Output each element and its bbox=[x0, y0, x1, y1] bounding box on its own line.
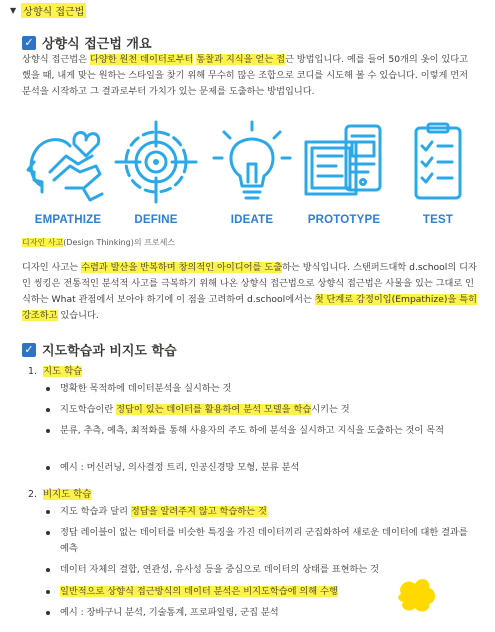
text-run: 정답 레이블이 없는 데이터를 비슷한 특징을 가진 데이터끼리 군집화하여 새로운 데이터에 대한 결과를 예측 bbox=[60, 527, 468, 554]
diagram-caption bbox=[22, 237, 175, 248]
caption-highlight: 디자인 사고 bbox=[22, 238, 64, 247]
bullet-text bbox=[60, 402, 470, 418]
checkbox-icon[interactable]: ✓ bbox=[22, 36, 36, 50]
stage-label: DEFINE bbox=[134, 214, 178, 226]
text-run: 분류, 추측, 예측, 최적화를 통해 사용자의 주도 하에 분석을 실시하고 지식을 도출하는 것이 목적 bbox=[60, 425, 444, 436]
overview-paragraph bbox=[22, 52, 478, 100]
bullet-dot-icon bbox=[46, 590, 50, 594]
lightbulb-icon bbox=[204, 116, 300, 212]
text-run: 디자인 사고는 bbox=[22, 262, 82, 273]
bullet-dot-icon bbox=[46, 510, 50, 514]
text-run: 하는 방식입니다. 스탠퍼드대학 d.school의 디자인 씽킹은 전통적인 분석적 사고를 극복하기 위해 나온 상향식 접근법으로 상향식 접근법은 사물을 있는 그대로 인식하는 What 관점에서 보아야 하기에 이 점을 고려하여 d.school에서는 bbox=[22, 262, 477, 305]
bullet-item bbox=[46, 504, 470, 520]
highlighted-text: 다양한 원천 데이터로부터 bbox=[89, 54, 194, 65]
text-run: 있습니다. bbox=[57, 310, 99, 321]
bullet-text bbox=[60, 504, 470, 520]
item-label: 지도 학습 bbox=[42, 366, 83, 377]
item-number: 2. bbox=[28, 489, 37, 500]
bullet-dot-icon bbox=[46, 466, 50, 470]
blueprint-icon bbox=[296, 116, 392, 212]
text-run: 예시 : 장바구니 분석, 기술통계, 프로파일링, 군집 분석 bbox=[60, 607, 279, 618]
text-run: 예시 : 머신러닝, 의사결정 트리, 인공신경망 모형, 분류 분석 bbox=[60, 462, 300, 473]
bullet-dot-icon bbox=[46, 408, 50, 412]
yellow-splash-decoration bbox=[395, 574, 439, 616]
section-title: 상향식 접근법 개요 bbox=[42, 37, 152, 52]
caption-rest: (Design Thinking)의 프로세스 bbox=[63, 238, 176, 247]
text-run: 시키는 것 bbox=[311, 404, 350, 415]
stage-prototype bbox=[296, 116, 392, 234]
bullet-item bbox=[46, 423, 470, 439]
bullet-dot-icon bbox=[46, 429, 50, 433]
item-number: 1. bbox=[28, 366, 37, 377]
numbered-item-unsupervised bbox=[28, 486, 91, 500]
numbered-item-supervised bbox=[28, 363, 82, 377]
section-heading-learning bbox=[22, 340, 177, 359]
stage-define bbox=[108, 116, 204, 234]
stage-ideate bbox=[204, 116, 300, 234]
bullet-text bbox=[60, 423, 470, 439]
stage-empathize bbox=[20, 116, 116, 234]
bullet-item bbox=[46, 460, 470, 476]
design-thinking-paragraph bbox=[22, 260, 478, 324]
stage-label: EMPATHIZE bbox=[34, 214, 102, 226]
stage-label: TEST bbox=[422, 214, 454, 226]
text-run: 지도 학습과 달리 bbox=[60, 506, 131, 517]
bullet-item bbox=[46, 402, 470, 418]
highlighted-text: 수렴과 발산을 반복하며 창의적인 아이디어를 도출 bbox=[81, 262, 283, 273]
toggle-label: 상향식 접근법 bbox=[21, 3, 86, 18]
bullet-dot-icon bbox=[46, 611, 50, 615]
item-label: 비지도 학습 bbox=[42, 489, 92, 500]
design-thinking-diagram bbox=[20, 116, 468, 234]
stage-test bbox=[390, 116, 486, 234]
section-title: 지도학습과 비지도 학습 bbox=[42, 344, 177, 359]
text-run: 지도학습이란 bbox=[60, 404, 117, 415]
bullet-item bbox=[46, 381, 470, 397]
text-run: 명확한 목적하에 데이터분석을 실시하는 것 bbox=[60, 383, 232, 394]
bullet-dot-icon bbox=[46, 531, 50, 535]
toggle-triangle-icon[interactable]: ▼ bbox=[10, 5, 17, 15]
bullet-text bbox=[60, 381, 470, 397]
bullet-text bbox=[60, 460, 470, 476]
highlighted-text: 첫 단계로 감정이입(Empathize)을 특히 강조하고 bbox=[22, 294, 477, 321]
highlighted-text: 정답을 알려주지 않고 학습하는 것 bbox=[130, 506, 267, 517]
section-heading-overview bbox=[22, 33, 152, 52]
highlighted-text: 통찰과 지식을 얻는 접 bbox=[196, 54, 285, 65]
bullet-dot-icon bbox=[46, 568, 50, 572]
bullet-text bbox=[60, 525, 470, 557]
bullet-dot-icon bbox=[46, 387, 50, 391]
target-icon bbox=[108, 116, 204, 212]
stage-label: PROTOTYPE bbox=[307, 214, 381, 226]
text-run: 상향식 접근법은 bbox=[22, 54, 90, 65]
stage-label: IDEATE bbox=[230, 214, 274, 226]
text-run: 근 방법입니다. 예를 들어 50개의 옷이 있다고 했을 때, 내게 맞는 원하는 스타일을 찾기 위해 무수히 많은 조합으로 코디를 시도해 볼 수 있습니다. 이렇게 먼저 분석을 시작하고 그 결과로부터 가치가 있는 문제를 도출하는 방법입니다. bbox=[22, 54, 469, 97]
highlighted-text: 정답이 있는 데이터를 활용하여 분석 모델을 학습 bbox=[116, 404, 312, 415]
checklist-icon bbox=[390, 116, 486, 212]
highlighted-text: 일반적으로 상향식 접근방식의 데이터 분석은 비지도학습에 의해 수행 bbox=[60, 586, 338, 597]
checkbox-icon[interactable]: ✓ bbox=[22, 343, 36, 357]
empathize-icon bbox=[20, 116, 116, 212]
toggle-header[interactable] bbox=[10, 2, 86, 18]
bullet-item bbox=[46, 525, 470, 557]
text-run: 데이터 자체의 결합, 연관성, 유사성 등을 중심으로 데이터의 상태를 표현하는 것 bbox=[60, 564, 380, 575]
